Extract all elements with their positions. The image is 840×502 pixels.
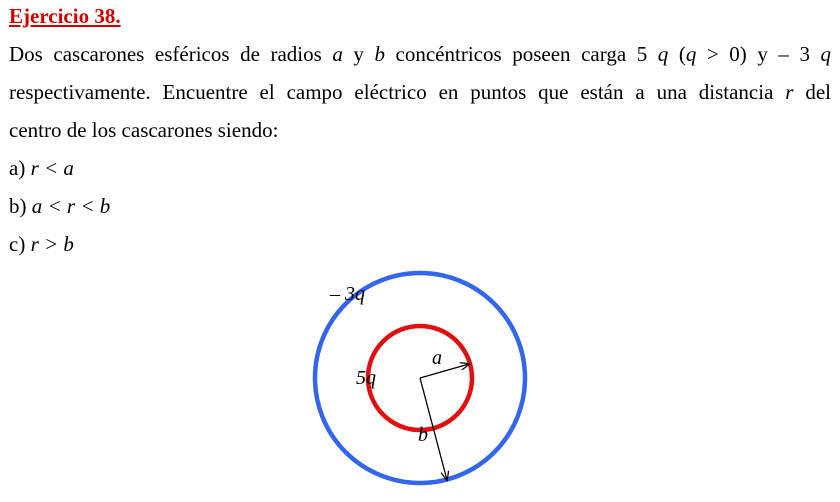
statement-line-1 [9,35,831,73]
variable-r: r [785,80,794,104]
variable-a: a [332,42,343,66]
statement-line-2 [9,73,831,111]
variable-q: q [820,42,832,66]
problem-statement [9,35,831,149]
statement-text: > 0) y – 3 [706,42,810,66]
outer-charge-label: – 3q [330,283,365,305]
case-label: c) [9,232,26,256]
case-label: a) [9,156,26,180]
radius-a-label: a [432,347,442,369]
statement-line-3: centro de los cascarones siendo: [9,118,279,142]
inner-charge-label: 5q [356,367,376,389]
case-item-c [9,225,110,263]
statement-text: respectivamente. Encuentre el campo eléctrico en puntos que están a una distancia [9,80,774,104]
statement-text: concéntricos poseen carga 5 [395,42,648,66]
case-item-b [9,187,110,225]
case-expression: r < a [30,156,74,180]
variable-q: q [657,42,669,66]
concentric-shells-figure [300,262,540,502]
case-expression: r > b [30,232,74,256]
statement-text: Dos cascarones esféricos de radios [9,42,322,66]
case-item-a [9,149,110,187]
statement-text: y [353,42,364,66]
case-list [9,149,110,263]
statement-text: ( [678,42,686,66]
radius-b-label: b [418,424,428,446]
case-label: b) [9,194,27,218]
variable-q: q [685,42,697,66]
statement-text: del [805,80,831,104]
shells-diagram [300,262,540,502]
exercise-title: Ejercicio 38. [9,4,121,28]
case-expression: a < r < b [31,194,111,218]
variable-b: b [374,42,385,66]
radius-a-arrow [420,364,469,378]
